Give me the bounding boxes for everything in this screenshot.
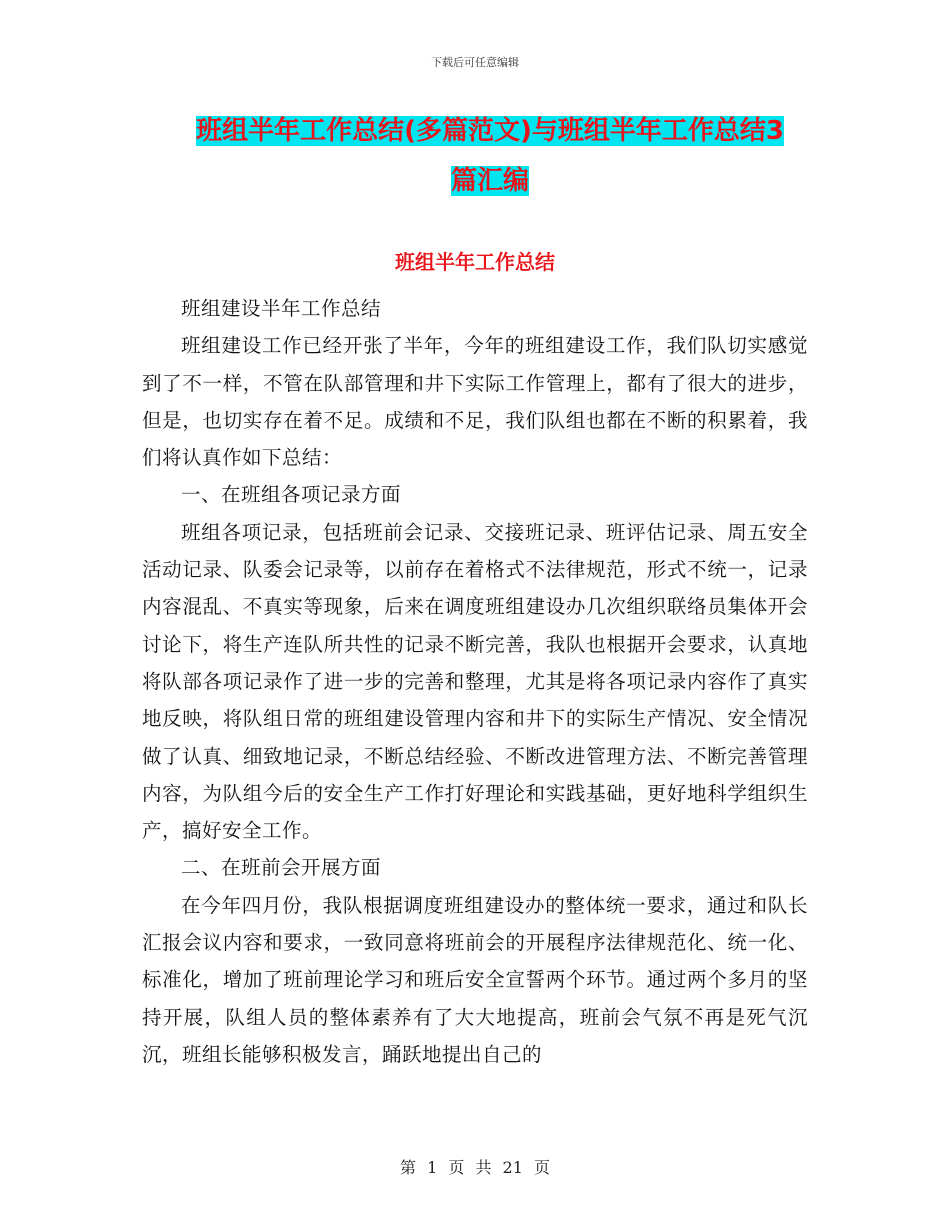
- document-title-line-2: 篇汇编: [450, 166, 529, 196]
- body-paragraph: 班组建设工作已经开张了半年，今年的班组建设工作，我们队切实感觉到了不一样，不管在队部管理和井下实际工作管理上，都有了很大的进步，但是，也切实存在着不足。成绩和不足，我们队组也都在不断的积累着，我们将认真作如下总结：: [142, 334, 808, 470]
- subheading-paragraph: 二、在班前会开展方面: [181, 856, 382, 880]
- body-paragraph: 班组各项记录，包括班前会记录、交接班记录、班评估记录、周五安全活动记录、队委会记录等，以前存在着格式不法律规范，形式不统一，记录内容混乱、不真实等现象，后来在调度班组建设办几次组织联络员集体开会讨论下，将生产连队所共性的记录不断完善，我队也根据开会要求，认真地将队部各项记录作了进一步的完善和整理，尤其是将各项记录内容作了真实地反映，将队组日常的班组建设管理内容和井下的实际生产情况、安全情况做了认真、细致地记录，不断总结经验、不断改进管理方法、不断完善管理内容，为队组今后的安全生产工作打好理论和实践基础，更好地科学组织生产，搞好安全工作。: [142, 520, 808, 843]
- section-title: 班组半年工作总结: [395, 250, 555, 274]
- header-note: 下载后可任意编辑: [431, 56, 519, 69]
- body-paragraph: 在今年四月份，我队根据调度班组建设办的整体统一要求，通过和队长汇报会议内容和要求，一致同意将班前会的开展程序法律规范化、统一化、标准化，增加了班前理论学习和班后安全宣誓两个环节。通过两个多月的坚持开展，队组人员的整体素养有了大大地提高，班前会气氛不再是死气沉沉，班组长能够积极发言，踊跃地提出自己的: [142, 893, 808, 1066]
- document-title: [140, 106, 840, 206]
- document-body: [142, 290, 808, 1073]
- subheading-paragraph: 一、在班组各项记录方面: [181, 483, 402, 507]
- document-title-line-1: 班组半年工作总结(多篇范文)与班组半年工作总结3: [196, 116, 784, 146]
- subheading-paragraph: 班组建设半年工作总结: [181, 297, 382, 320]
- page-number-footer: 第 1 页 共 21 页: [400, 1158, 550, 1177]
